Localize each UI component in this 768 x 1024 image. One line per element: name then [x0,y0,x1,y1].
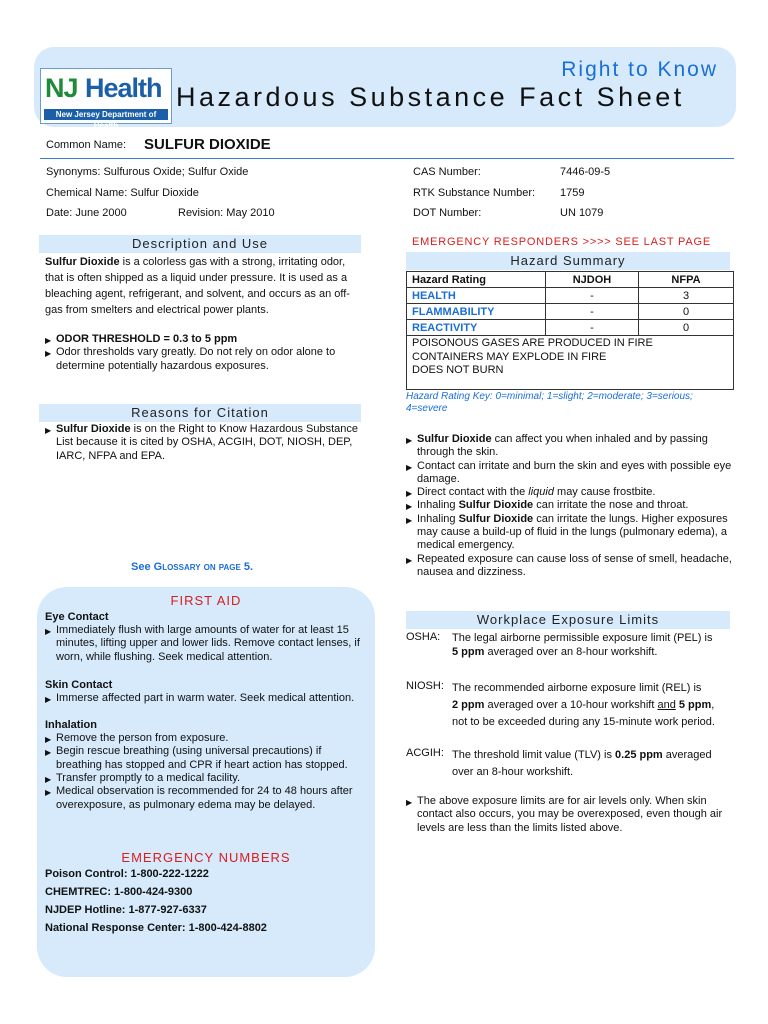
bullet-triangle-icon: ▶ [45,627,52,636]
niosh-text-c: not to be exceeded during any 15-minute work period. [452,716,715,728]
osha-text-a: The legal airborne permissible exposure limit (PEL) is [452,632,713,644]
njdep-hotline-number: NJDEP Hotline: 1-877-927-6337 [45,904,207,916]
hazard-reactivity: REACTIVITY [407,320,546,336]
glossary-link[interactable] [131,561,253,573]
divider-rule [40,158,734,159]
hazard-note-3: DOES NOT BURN [412,364,504,376]
col-header-rating: Hazard Rating [407,272,546,288]
exposure-limits-note: The above exposure limits are for air levels only. When skin contact also occurs, you may be overexposed, even though air levels are less than the limits listed above. [417,795,723,834]
niosh-and: and [657,699,676,711]
cas-value: 7446-09-5 [560,166,611,178]
inhalation-step-4: Medical observation is recommended for 24 to 48 hours after overexposure, as pulmonary edema may be delayed. [56,785,353,811]
bullet-triangle-icon: ▶ [45,735,52,745]
effect-4-text-a: Inhaling [417,499,459,512]
bullet-triangle-icon: ▶ [406,489,413,499]
niosh-limit: The recommended airborne exposure limit (REL) is 2 ppm averaged over a 10-hour workshift and 5 ppm, not to be exceeded during any 15-minute work period. [452,680,732,731]
eye-contact-step: Immediately flush with large amounts of water for at least 15 minutes, lifting upper and lower lids. Remove contact lenses, if worn, while flushing. Seek medical attention. [56,624,360,663]
odor-note: Odor thresholds vary greatly. Do not rely on odor alone to determine potentially hazardous exposures. [56,346,336,372]
description-heading: Description and Use [39,235,361,253]
acgih-limit [452,747,732,781]
nj-health-logo [40,68,172,130]
citation-text: is on the Right to Know Hazardous Substance List because it is cited by OSHA, ACGIH, DOT, NIOSH, DEP, IARC, NFPA and EPA. [56,423,359,462]
poison-control-number: Poison Control: 1-800-222-1222 [45,868,209,880]
description-body: is a colorless gas with a strong, irritating odor, that is often shipped as a liquid under pressure. It is used as a bleaching agent, refrigerant, and solvent, and occurs as an off-gas from smelters and electrical power plants. [45,256,350,316]
reactivity-nfpa: 0 [639,320,734,336]
bullet-triangle-icon: ▶ [45,426,52,435]
hazard-note-1: POISONOUS GASES ARE PRODUCED IN FIRE [412,337,653,349]
hazard-flammability: FLAMMABILITY [407,304,546,320]
description-text [45,254,363,318]
exposure-limits-heading: Workplace Exposure Limits [406,611,730,629]
cas-label: CAS Number: [413,166,481,178]
synonyms: Synonyms: Sulfurous Oxide; Sulfur Oxide [46,166,249,178]
reactivity-njdoh: - [546,320,639,336]
inhalation-heading: Inhalation [45,719,97,732]
health-njdoh: - [546,288,639,304]
bullet-triangle-icon: ▶ [406,515,413,525]
first-aid-content [45,611,367,812]
bullet-triangle-icon: ▶ [406,555,413,565]
bullet-triangle-icon: ▶ [45,748,52,758]
hazard-summary-heading: Hazard Summary [406,252,730,270]
effect-3-liquid: liquid [528,486,554,499]
date: Date: June 2000 [46,207,127,219]
acgih-value: 0.25 ppm [615,749,663,761]
effect-3-text-b: may cause frostbite. [553,486,656,499]
glossary-page-number: 5. [243,561,254,573]
description-subject: Sulfur Dioxide [45,256,120,268]
citation-subject: Sulfur Dioxide [56,423,131,435]
effect-1-text: can affect you when inhaled and by passing through the skin. [417,433,708,459]
common-name-value: SULFUR DIOXIDE [144,136,271,153]
hazard-rating-key: Hazard Rating Key: 0=minimal; 1=slight; 2=moderate; 3=serious; 4=severe [406,391,693,414]
niosh-text-a: The recommended airborne exposure limit (REL) is [452,682,702,694]
acgih-text-b: averaged [662,749,712,761]
glossary-word: Glossary [153,561,201,573]
logo-health-text: Health [85,73,162,103]
emergency-numbers-list [45,865,367,937]
odor-list [45,333,363,373]
bullet-triangle-icon: ▶ [45,788,52,798]
effect-2-text: Contact can irritate and burn the skin and eyes with possible eye damage. [417,459,732,485]
acgih-text-c: over an 8-hour workshift. [452,766,574,778]
hazard-notes [407,336,734,390]
niosh-value-1: 2 ppm [452,699,485,711]
bullet-triangle-icon: ▶ [45,336,52,345]
hazard-note-2: CONTAINERS MAY EXPLODE IN FIRE [412,350,607,363]
common-name-label: Common Name: [46,139,127,151]
effect-6-text: Repeated exposure can cause loss of sense of smell, headache, nausea and dizziness. [417,552,732,578]
table-row [407,304,734,320]
dot-label: DOT Number: [413,207,482,219]
chemical-name: Chemical Name: Sulfur Dioxide [46,187,199,199]
hazard-health: HEALTH [407,288,546,304]
flammability-njdoh: - [546,304,639,320]
bullet-triangle-icon: ▶ [406,502,413,512]
first-aid-heading: FIRST AID [170,593,242,608]
logo-nj-text: NJ [45,73,78,103]
niosh-text-b: averaged over a 10-hour workshift [484,699,658,711]
chemtrec-number: CHEMTREC: 1-800-424-9300 [45,886,193,898]
osha-text-b: averaged over an 8-hour workshift. [484,646,658,658]
hazard-summary-table-wrap [406,271,734,390]
health-effects-list [406,433,732,579]
rtk-label: RTK Substance Number: [413,187,536,199]
effect-5-text-b: can irritate the lungs. Higher exposures may cause a build-up of fluid in the lungs (pulmonary edema), a medical emergency. [417,512,728,552]
rtk-value: 1759 [560,187,585,199]
osha-limit [452,631,732,659]
bullet-triangle-icon: ▶ [406,798,413,807]
odor-threshold: ODOR THRESHOLD = 0.3 to 5 ppm [56,333,238,345]
glossary-see: See [131,561,151,573]
logo-subtitle: New Jersey Department of Health [44,109,168,120]
emergency-numbers-heading: EMERGENCY NUMBERS [121,850,291,865]
national-response-center-number: National Response Center: 1-800-424-8802 [45,922,267,934]
right-to-know-heading: Right to Know [561,58,718,81]
acgih-label: ACGIH: [406,747,444,759]
col-header-nfpa: NFPA [639,272,734,288]
table-row [407,320,734,336]
col-header-njdoh: NJDOH [546,272,639,288]
bullet-triangle-icon: ▶ [45,349,52,359]
flammability-nfpa: 0 [639,304,734,320]
effect-5-subject: Sulfur Dioxide [458,512,534,525]
niosh-label: NIOSH: [406,680,444,692]
effect-3-text-a: Direct contact with the [417,486,529,499]
inhalation-step-2: Begin rescue breathing (using universal precautions) if breathing has stopped and CPR if heart action has stopped. [56,745,348,771]
health-nfpa: 3 [639,288,734,304]
revision: Revision: May 2010 [178,207,275,219]
effect-1-subject: Sulfur Dioxide [417,433,492,445]
effect-4-text-b: can irritate the nose and throat. [533,499,689,512]
table-row [407,288,734,304]
inhalation-step-1: Remove the person from exposure. [56,732,229,745]
emergency-responders-link[interactable]: EMERGENCY RESPONDERS >>>> SEE LAST PAGE [412,236,711,248]
hazard-summary-table [406,271,734,390]
page-title: Hazardous Substance Fact Sheet [176,82,685,112]
bullet-triangle-icon: ▶ [45,775,52,785]
effect-4-subject: Sulfur Dioxide [458,499,534,512]
bullet-triangle-icon: ▶ [406,462,413,472]
skin-contact-step: Immerse affected part in warm water. Seek medical attention. [56,691,355,704]
osha-value: 5 ppm [452,646,485,658]
osha-label: OSHA: [406,631,441,643]
bullet-triangle-icon: ▶ [45,694,52,704]
dot-value: UN 1079 [560,207,604,219]
effect-5-text-a: Inhaling [417,512,459,525]
bullet-triangle-icon: ▶ [406,436,413,445]
skin-contact-heading: Skin Contact [45,678,113,691]
eye-contact-heading: Eye Contact [45,611,109,623]
citation-list [45,423,361,463]
inhalation-step-3: Transfer promptly to a medical facility. [56,772,241,785]
acgih-text-a: The threshold limit value (TLV) is [452,749,616,761]
glossary-on-page: on page [203,561,241,573]
niosh-value-2: 5 ppm [678,699,712,711]
citation-heading: Reasons for Citation [39,404,361,422]
exposure-limits-note-list [406,795,728,835]
